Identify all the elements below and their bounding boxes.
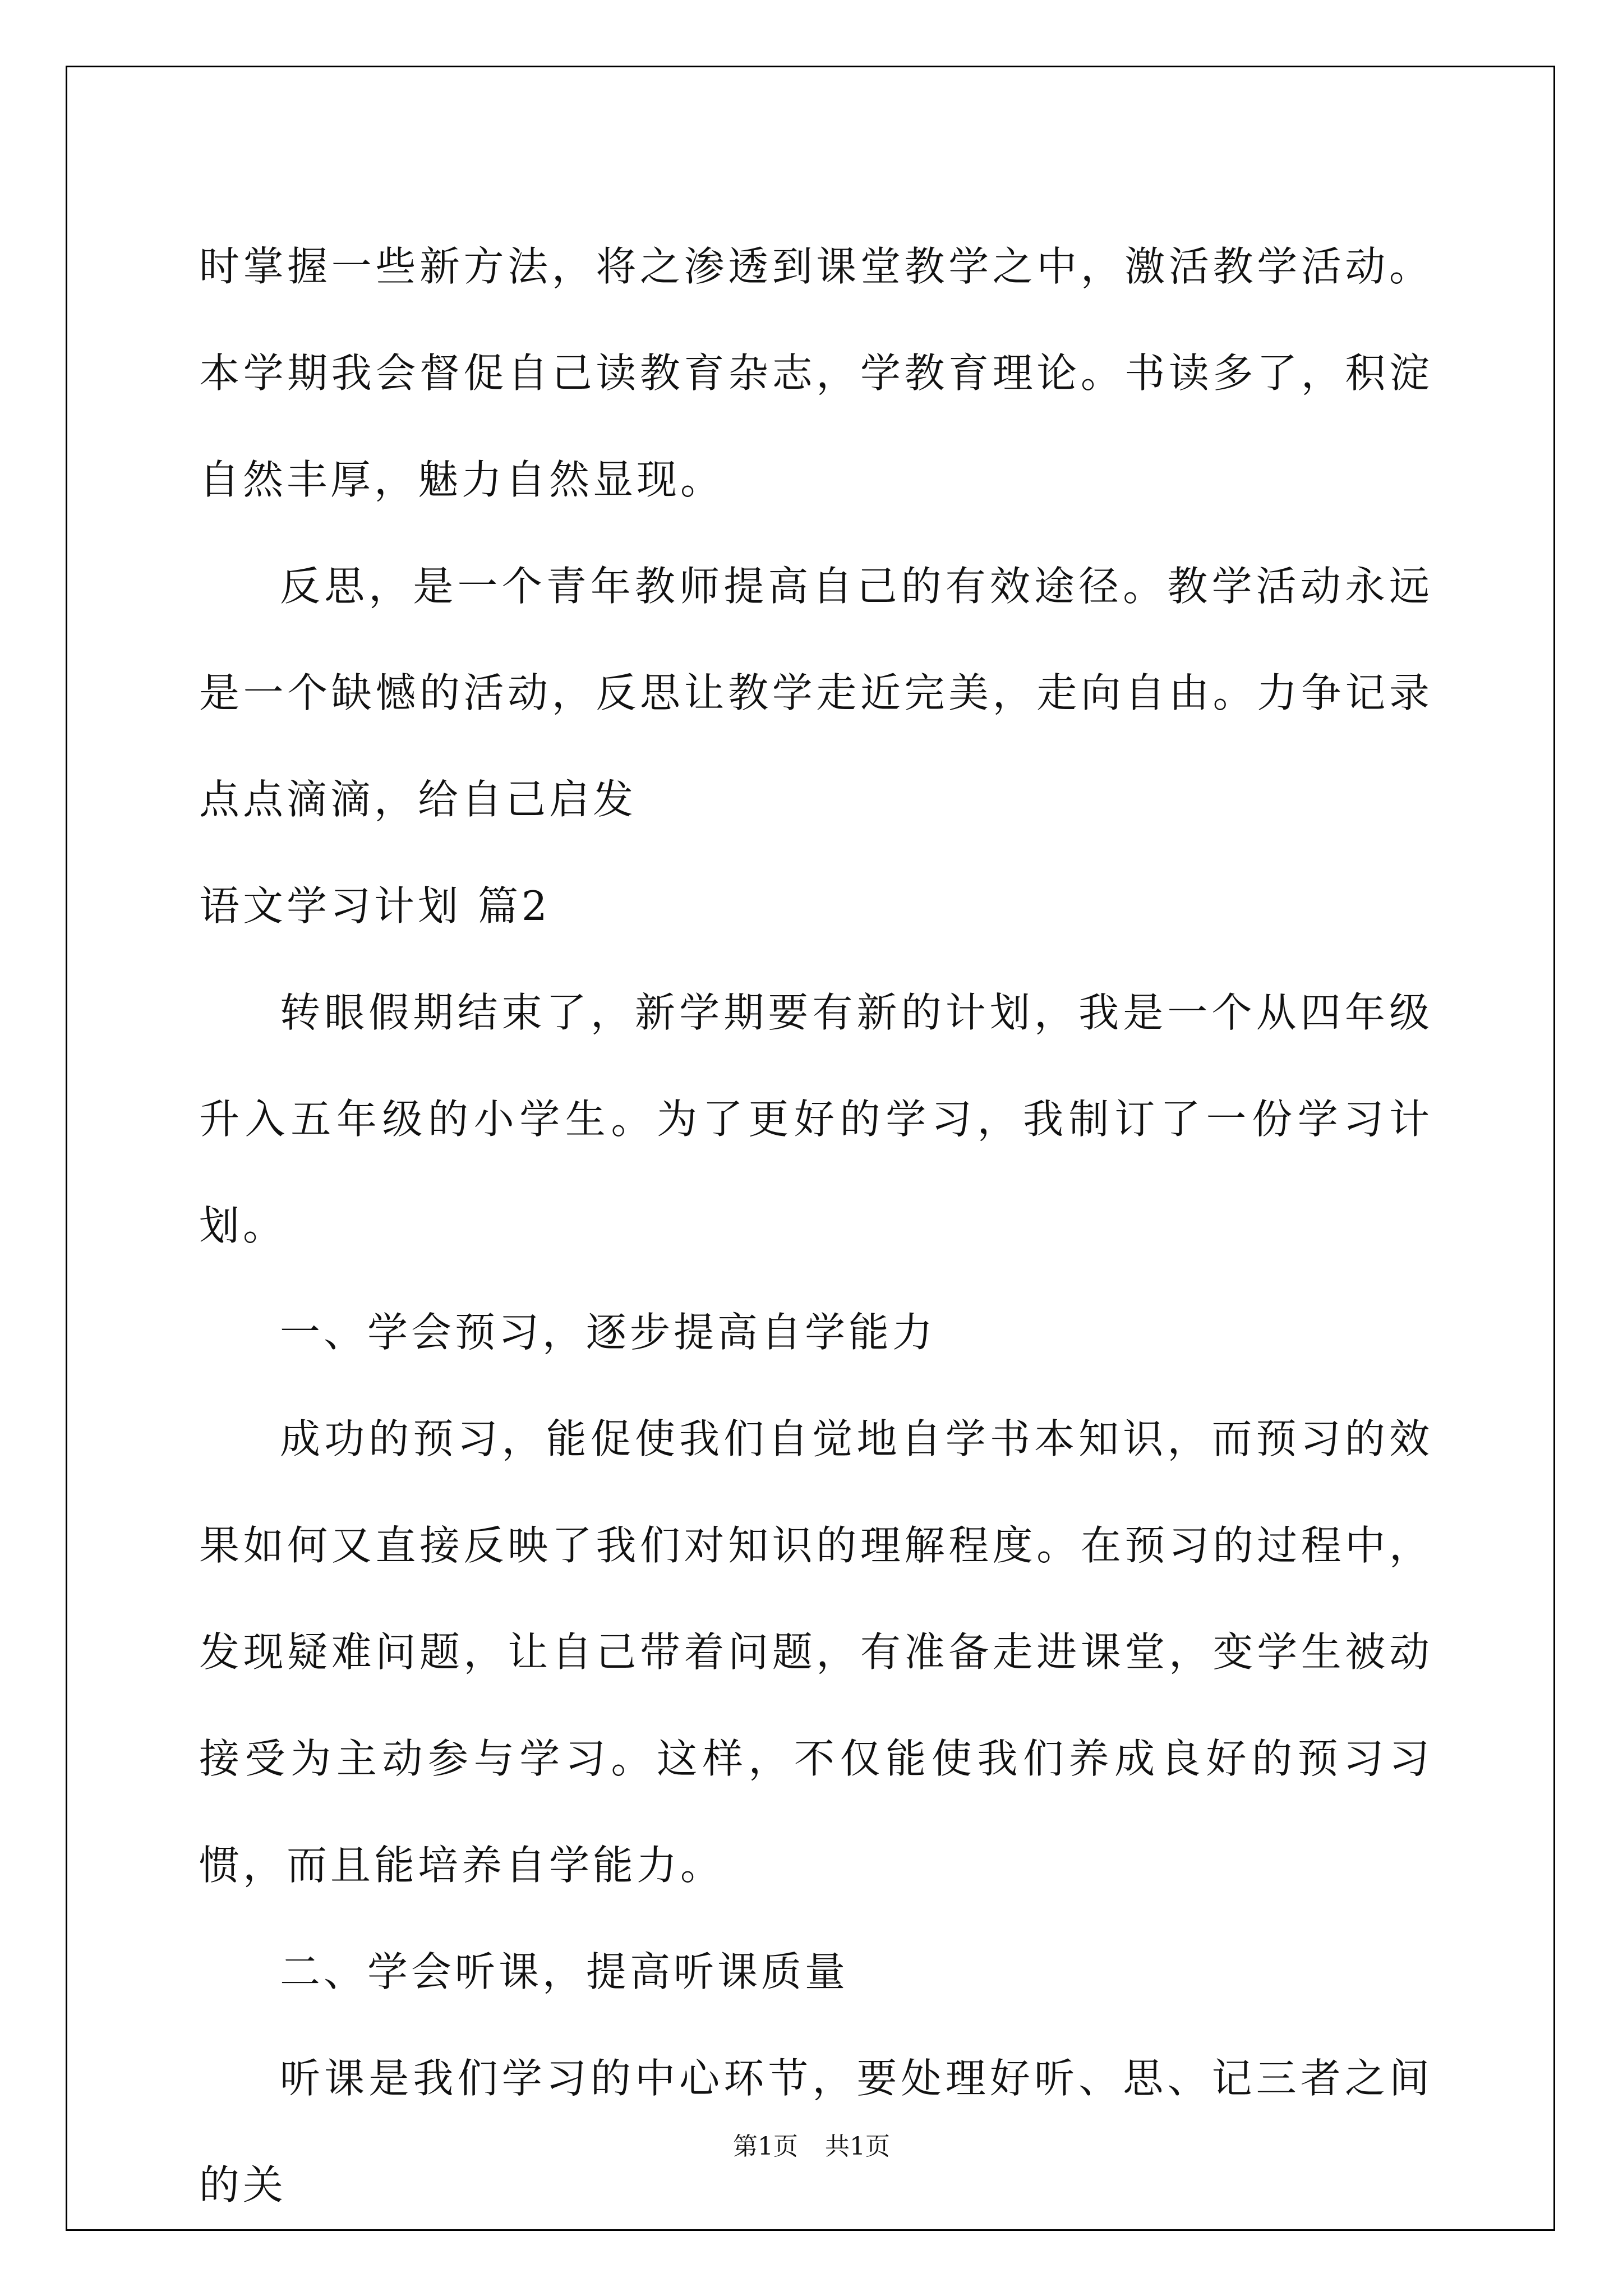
section-heading: 语文学习计划 篇2	[199, 882, 551, 930]
subheading: 一、学会预习，逐步提高自学能力	[280, 1309, 937, 1356]
subheading: 二、学会听课，提高听课质量	[280, 1948, 849, 1995]
page-footer	[0, 2126, 1623, 2162]
paragraph: 成功的预习，能促使我们自觉地自学书本知识，而预习的效果如何又直接反映了我们对知识的理解程度。在预习的过程中，发现疑难问题，让自己带着问题，有准备走进课堂，变学生被动接受为主动参与学习。这样，不仅能使我们养成良好的预习习惯，而且能培养自学能力。	[199, 1415, 1433, 1889]
paragraph: 听课是我们学习的中心环节，要处理好听、思、记三者之间的关	[199, 2055, 1433, 2208]
paragraph: 时掌握一些新方法，将之渗透到课堂教学之中，激活教学活动。本学期我会督促自己读教育杂志，学教育理论。书读多了，积淀自然丰厚，魅力自然显现。	[199, 243, 1433, 503]
page-number-current: 第1页	[733, 2132, 798, 2161]
paragraph: 反思，是一个青年教师提高自己的有效途径。教学活动永远是一个缺憾的活动，反思让教学走近完美，走向自由。力争记录点点滴滴，给自己启发	[199, 563, 1433, 823]
paragraph: 转眼假期结束了，新学期要有新的计划，我是一个从四年级升入五年级的小学生。为了更好的学习，我制订了一份学习计划。	[199, 989, 1433, 1249]
document-body	[199, 213, 1433, 2238]
page-number-total: 共1页	[825, 2132, 890, 2161]
